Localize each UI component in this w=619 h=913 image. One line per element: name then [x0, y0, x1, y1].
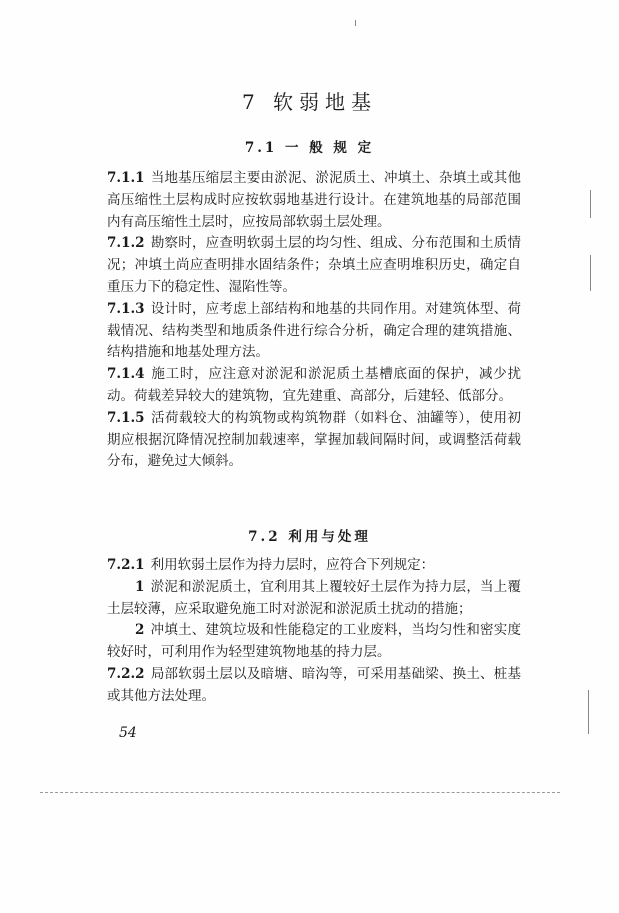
- scan-artifact-mark: [590, 255, 591, 291]
- clause-text: 当地基压缩层主要由淤泥、淤泥质土、冲填土、杂填土或其他高压缩性土层构成时应按软弱地基进行设计。在建筑地基的局部范围内有高压缩性土层时，应按局部软弱土层处理。: [107, 170, 521, 230]
- clause-text: 设计时，应考虑上部结构和地基的共同作用。对建筑体型、荷载情况、结构类型和地质条件进行综合分析，确定合理的建筑措施、结构措施和地基处理方法。: [107, 300, 521, 361]
- chapter-title: 7 软弱地基: [241, 90, 378, 114]
- clause-text: 活荷载较大的构筑物或构筑物群（如料仓、油罐等），使用初期应根据沉降情况控制加载速率，掌握加载间隔时间，或调整活荷载分布，避免过大倾斜。: [107, 409, 521, 470]
- clause-text: 局部软弱土层以及暗塘、暗沟等，可采用基础梁、换土、桩基或其他方法处理。: [107, 665, 521, 704]
- clause-7-1-5: [107, 408, 521, 473]
- clause-number: 7.2.1: [107, 557, 145, 573]
- item-number: 2: [135, 622, 145, 639]
- clause-7-2-1-item-2: [107, 620, 521, 664]
- scan-artifact-mark: [590, 190, 591, 218]
- section-7-1-body: [107, 168, 521, 473]
- clause-number: 7.1.4: [107, 366, 145, 383]
- clause-number: 7.1.2: [107, 235, 145, 252]
- section-title-7-2: 7.2 利用与处理: [248, 529, 371, 545]
- scan-artifact-mark: [355, 20, 356, 26]
- clause-number: 7.1.3: [107, 300, 145, 317]
- clause-7-2-1: [107, 555, 521, 577]
- clause-7-2-2: [107, 664, 521, 708]
- clause-text: 施工时，应注意对淤泥和淤泥质土基槽底面的保护，减少扰动。荷载差异较大的建筑物，宜先建重、高部分，后建轻、低部分。: [107, 366, 521, 404]
- clause-number: 7.2.2: [107, 665, 145, 682]
- section-7-2-body: [107, 555, 521, 708]
- item-text: 冲填土、建筑垃圾和性能稳定的工业废料，当均匀性和密实度较好时，可利用作为轻型建筑物地基的持力层。: [107, 622, 521, 661]
- page-bottom-rule: [40, 792, 560, 793]
- clause-7-2-1-item-1: [107, 577, 521, 621]
- item-number: 1: [135, 578, 145, 595]
- clause-number: 7.1.5: [107, 409, 145, 426]
- clause-text: 利用软弱土层作为持力层时，应符合下列规定：: [150, 557, 435, 573]
- clause-7-1-2: [107, 233, 521, 298]
- clause-7-1-1: [107, 168, 521, 233]
- clause-number: 7.1.1: [107, 170, 145, 186]
- page-number: 54: [119, 725, 137, 741]
- section-title-7-1: 7.1 一 般 规 定: [244, 140, 375, 156]
- clause-7-1-4: [107, 364, 521, 408]
- clause-7-1-3: [107, 299, 521, 364]
- clause-text: 勘察时，应查明软弱土层的均匀性、组成、分布范围和土质情况；冲填土尚应查明排水固结条件；杂填土应查明堆积历史，确定自重压力下的稳定性、湿陷性等。: [107, 235, 521, 295]
- item-text: 淤泥和淤泥质土，宜利用其上覆较好土层作为持力层，当上覆土层较薄，应采取避免施工时对淤泥和淤泥质土扰动的措施；: [107, 578, 521, 617]
- scan-artifact-mark: [588, 690, 589, 734]
